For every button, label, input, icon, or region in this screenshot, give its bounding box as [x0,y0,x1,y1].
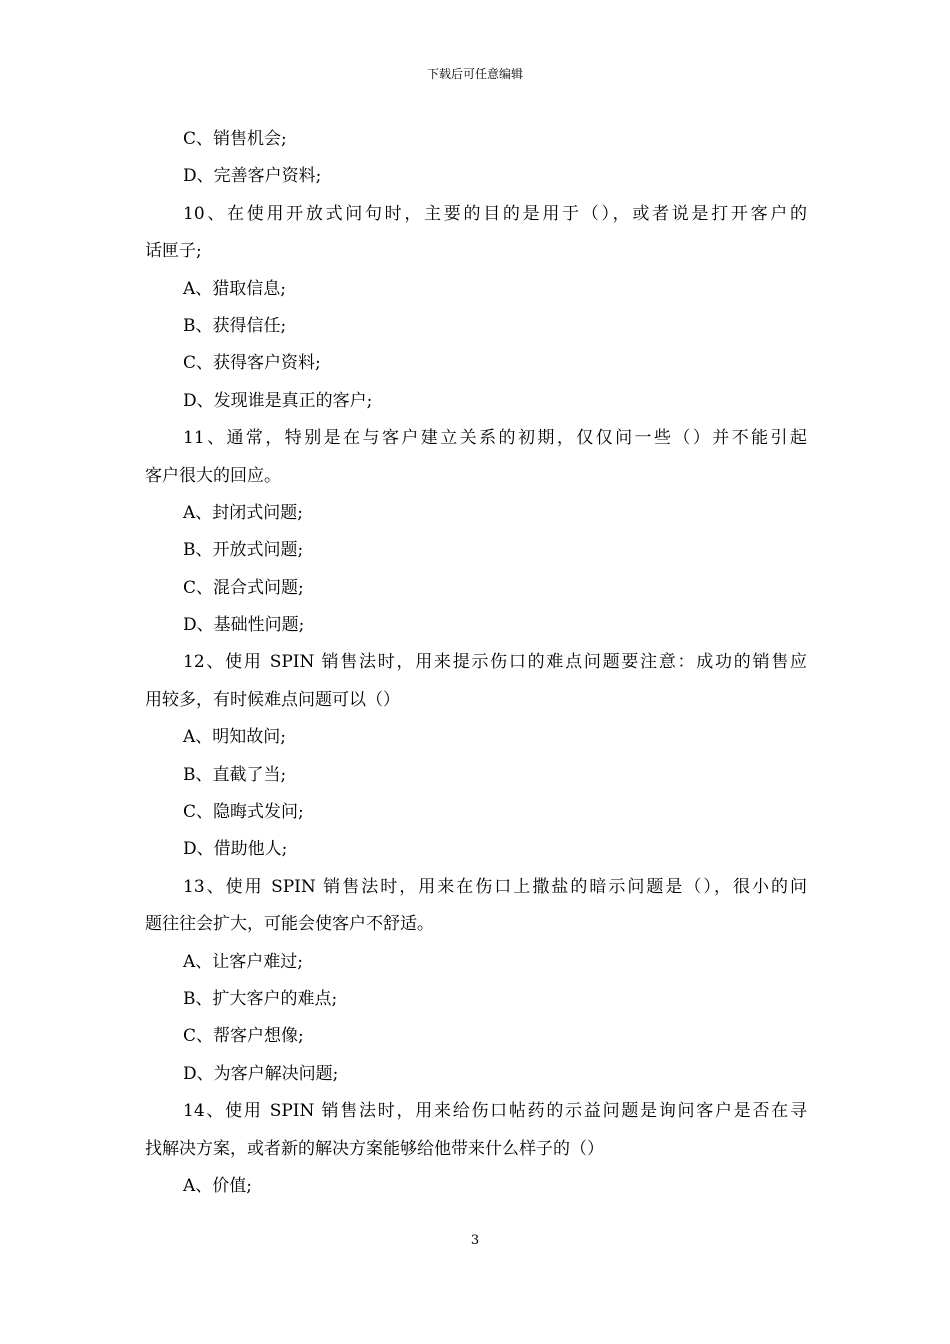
answer-option: A、让客户难过; [183,951,304,972]
question-stem [145,420,807,495]
answer-option: D、完善客户资料; [183,166,322,187]
answer-option: B、直截了当; [183,764,287,785]
answer-option: C、帮客户想像; [183,1026,304,1047]
answer-option: B、获得信任; [183,315,287,336]
question-stem [145,644,807,719]
question-line: 11、通常，特别是在与客户建立关系的初期，仅仅问一些（）并不能引起 [183,428,807,449]
answer-option: D、借助他人; [183,839,288,860]
answer-option: A、价值; [183,1175,253,1196]
answer-option: C、混合式问题; [183,577,304,598]
question-line-continued: 客户很大的回应。 [145,465,281,486]
answer-option: D、基础性问题; [183,615,305,636]
question-line-continued: 找解决方案，或者新的解决方案能够给他带来什么样子的（） [145,1138,604,1159]
page-number: 3 [470,1233,480,1248]
question-stem [145,1093,807,1168]
answer-option: C、隐晦式发问; [183,802,304,823]
question-stem [145,196,807,271]
answer-option: B、扩大客户的难点; [183,988,338,1009]
page-header: 下载后可任意编辑 [426,67,523,81]
question-line: 10、在使用开放式问句时，主要的目的是用于（），或者说是打开客户的 [183,203,807,224]
answer-option: D、为客户解决问题; [183,1063,339,1084]
answer-option: A、猎取信息; [183,278,287,299]
answer-option: D、发现谁是真正的客户; [183,390,373,411]
answer-option: C、获得客户资料; [183,353,321,374]
answer-option: A、明知故问; [183,727,287,748]
answer-option: B、开放式问题; [183,540,304,561]
question-stem [145,869,807,944]
question-line: 13、使用 SPIN 销售法时，用来在伤口上撒盐的暗示问题是（），很小的问 [183,876,807,897]
question-line: 14、使用 SPIN 销售法时，用来给伤口帖药的示益问题是询问客户是否在寻 [183,1101,807,1122]
question-line-continued: 话匣子; [145,241,202,262]
document-body [145,121,807,1205]
question-line: 12、使用 SPIN 销售法时，用来提示伤口的难点问题要注意：成功的销售应 [183,652,807,673]
question-line-continued: 用较多，有时候难点问题可以（） [145,689,400,710]
question-line-continued: 题往往会扩大，可能会使客户不舒适。 [145,914,434,935]
answer-option: A、封闭式问题; [183,502,304,523]
answer-option: C、销售机会; [183,129,287,149]
